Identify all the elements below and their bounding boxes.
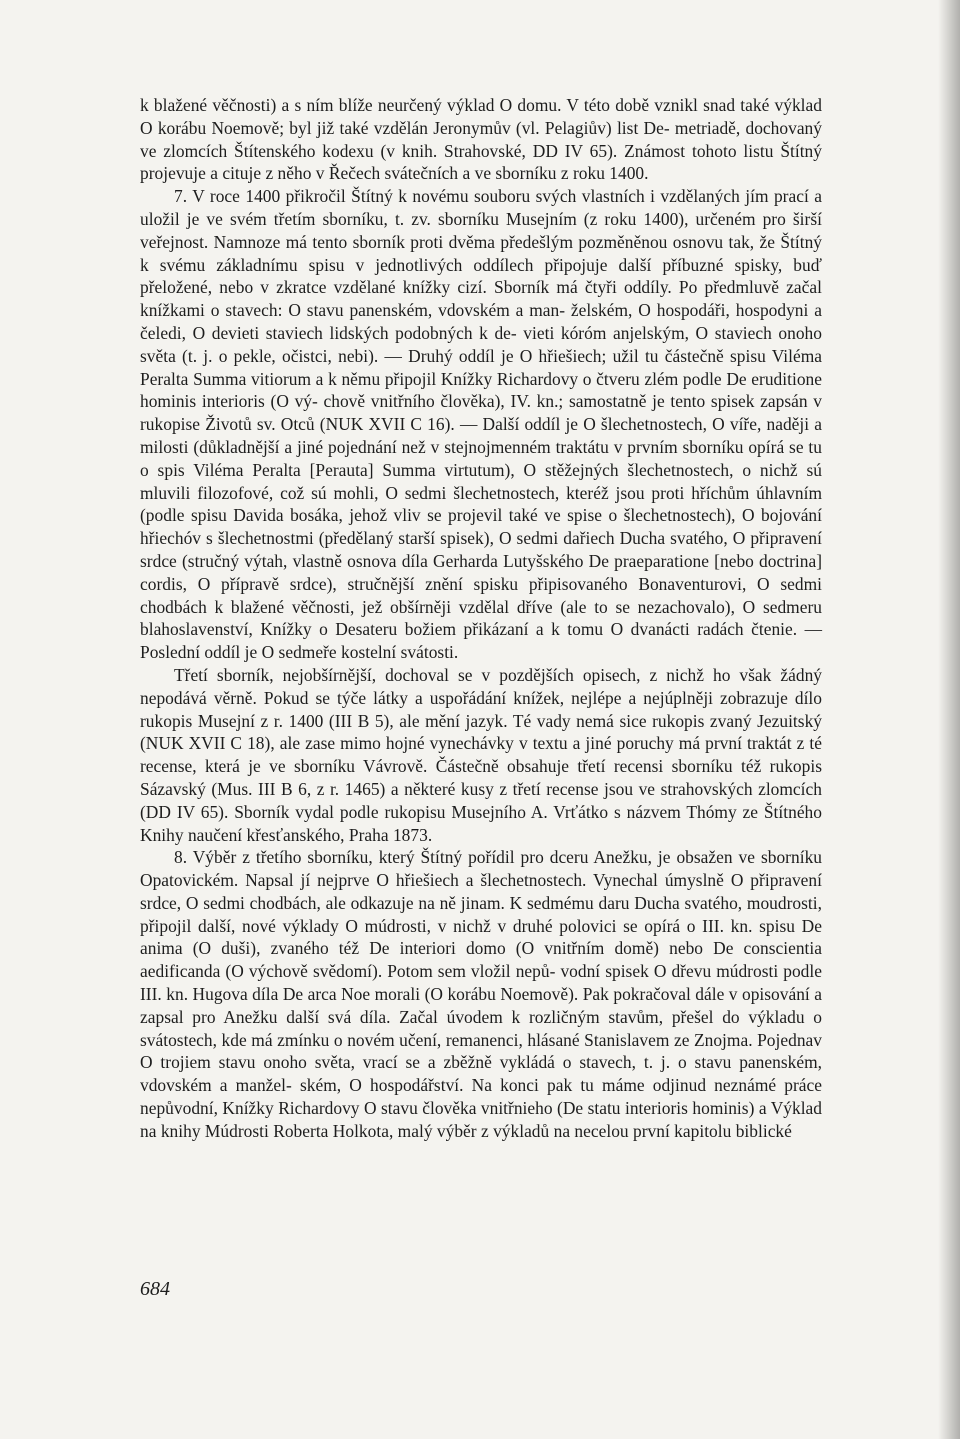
text-line: (důkladnější a jiné pojednání než v stejnojmenném traktátu v prvním sborníku opírá <box>193 436 785 457</box>
text-line: sborníku Opatovickém. Napsal jí nejprve O hřiešiech a šlechetnostech. Vynechal úmyslně <box>140 847 822 891</box>
text-line: sborníku též rukopis Sázavský (Mus. III B 6, z r. 1465) a některé kusy z třetí recense jsou ve <box>140 756 822 799</box>
text-line: spisku připisovaného Bonaventurovi, O sedmi chodbách k blažené věčnosti, jež obšírněji <box>140 573 822 617</box>
text-line: z roku 1400. <box>560 163 649 184</box>
paragraph <box>140 664 822 846</box>
page-number: 684 <box>140 1278 170 1300</box>
text-line: Otců (NUK XVII C 16). — Další oddíl je O šlechetnostech, O víře, naději a milosti <box>140 414 822 457</box>
text-line: metriadě, dochovaný ve zlomcích Štítenského kodexu (v knih. Strahovské, DD IV 65). <box>140 117 822 161</box>
text-line: učení, remanenci, hlásané Stanislavem ze Znojma. Pojednav O trojiem stavu onoho <box>140 1029 822 1073</box>
text-line: domě) nebo De conscientia aedificanda (O výchově svědomí). Potom sem vložil nepů- <box>140 938 822 982</box>
body-text <box>140 94 822 1143</box>
text-line: pro širší veřejnost. Namnoze má tento sborník proti dvěma předešlým pozměněnou <box>140 208 822 252</box>
text-line: první traktát z té recense, která je ve sborníku Vávrově. Částečně obsahuje třetí recensi <box>140 733 822 777</box>
paragraph <box>140 185 822 664</box>
text-line: připojil Knížky Richardovy o čtveru zlém podle De eruditione hominis interioris (O vý- <box>140 368 822 412</box>
text-line: hříchům úhlavním (podle spisu Davida bosáka, jehož vliv se projevil také ve spise <box>140 482 822 526</box>
text-line: se tu o spis Viléma Peralta [Perauta] Summa virtutum), O stěžejných šlechetnostech, <box>140 436 822 480</box>
paragraph <box>140 94 822 185</box>
text-line: dílo rukopis Musejní z r. 1400 (III B 5), ale mění jazyk. Té vady nemá sice rukopis zvaný <box>140 687 822 731</box>
text-line: božiem přikázaní a k tomu O dvanácti radách čtenie. — Poslední oddíl je O sedmeře <box>140 619 823 663</box>
text-line: s názvem Thómy ze Štítného Knihy naučení křesťanského, Praha 1873. <box>140 801 822 845</box>
text-line: oddíly. Po předmluvě začal knížkami o stavech: O stavu panenském, vdovském a man- <box>140 277 822 321</box>
text-line: želském, O hospodáři, hospodyni a čeledi, O devieti staviech lidských podobných k de- <box>140 300 822 343</box>
text-line: Lutyšského De praeparatione [nebo doctrina] cordis, O přípravě srdce), stručnější znění <box>140 550 823 594</box>
text-line: kostelní svátosti. <box>341 642 459 663</box>
text-line: úvodem k rozličným stavům, přešel do výkladu o svátostech, kde má zmínku o novém <box>140 1006 822 1050</box>
text-line: 8. Výběr z třetího sborníku, který Štítný pořídil pro dceru Anežku, je obsažen ve <box>174 847 756 868</box>
text-line: Známost tohoto listu Štítný projevuje a cituje z něho v Řečech svátečních a ve sborníku <box>140 140 822 184</box>
text-line: strahovských zlomcích (DD IV 65). Sborník vydal podle rukopisu Musejního A. Vrťátko <box>140 778 822 822</box>
text-line: 7. V roce 1400 přikročil Štítný k novému souboru svých vlastních i vzdělaných jím <box>174 186 769 207</box>
text-line: k blažené věčnosti) a s ním blíže neurčený výklad O domu. V této době vznikl snad <box>140 95 736 115</box>
text-line: osnovu tak, že Štítný k svému základnímu spisu v jednotlivých oddílech připojuje další <box>140 231 823 275</box>
text-line: prací a uložil je ve svém třetím sborníku, t. zv. sborníku Musejním (z roku 1400), určeném <box>140 186 822 229</box>
text-line: o šlechetnostech), O bojování hřiechóv s šlechetnostmi (předělaný starší spisek), O sedmi <box>140 505 822 549</box>
text-line: vzdělal dříve (ale to se nezachovalo), O sedmeru blahoslavenství, Knížky o Desateru <box>140 596 822 640</box>
text-line: Jezuitský (NUK XVII C 18), ale zase mimo hojné vynechávky v textu a jiné poruchy má <box>140 710 822 754</box>
text-line: příbuzné spisky, buď přeložené, nebo v zkratce vzdělané knížky cizí. Sborník má čtyři <box>140 254 822 298</box>
text-line: ském, O hospodářství. Na konci pak tu máme odjinud neznámé práce nepůvodní, Knížky <box>140 1075 823 1119</box>
text-line: světa, vrací se a zběžně vykládá o stavech, t. j. o stavu panenském, vdovském a manžel- <box>140 1052 822 1096</box>
text-line: vodní spisek O dřevu múdrosti podle III. kn. Hugova díla De arca Noe morali (O korábu <box>140 961 822 1005</box>
text-line: nepodává věrně. Pokud se týče látky a uspořádání knížek, nejlépe a nejúplněji zobrazuje <box>140 687 788 708</box>
text-line: také výklad O korábu Noemově; byl již také vzdělán Jeronymův (vl. Pelagiův) list De- <box>140 95 822 138</box>
text-line: opírá o III. kn. spisu De anima (O duši), zvaného též De interiori domo (O vnitřním <box>140 915 822 959</box>
text-line: dařiech Ducha svatého, O připravení srdce (stručný výtah, vlastně osnova díla Gerharda <box>140 528 822 571</box>
text-line: o nichž sú mluvili filozofové, což sú mohli, O sedmi šlechetnostech, kteréž jsou proti <box>140 459 823 503</box>
text-line: O připravení srdce, O sedmi chodbách, ale odkazuje na ně jinam. K sedmému daru Ducha <box>140 870 822 913</box>
text-line: Třetí sborník, nejobšírnější, dochoval se v pozdějších opisech, z nichž ho však žádný <box>174 664 822 685</box>
text-line: Noemově). Pak pokračoval dále v opisování a zapsal pro Anežku další svá díla. Začal <box>140 984 822 1027</box>
text-line: svatého, moudrosti, připojil další, nové výklady O múdrosti, v nichž v druhé polovici se <box>140 892 823 936</box>
text-line: oddíl je O hřiešiech; užil tu částečně spisu Viléma Peralta Summa vitiorum a k němu <box>140 345 823 389</box>
page-edge-shadow <box>938 0 960 1439</box>
text-line: Richardovy O stavu člověka vnitřnieho (De statu interioris hominis) a Výklad na knihy <box>140 1098 823 1141</box>
text-line: chově vnitřního člověka), IV. kn.; samostatně je tento spisek zapsán v rukopise Životů sv. <box>140 391 822 435</box>
paragraph <box>140 846 822 1142</box>
text-line: Múdrosti Roberta Holkota, malý výběr z výkladů na necelou první kapitolu biblické <box>204 1120 792 1141</box>
text-line: vieti kóróm anjelským, O staviech onoho světa (t. j. o pekle, očistci, nebi). — Druhý <box>140 322 822 366</box>
